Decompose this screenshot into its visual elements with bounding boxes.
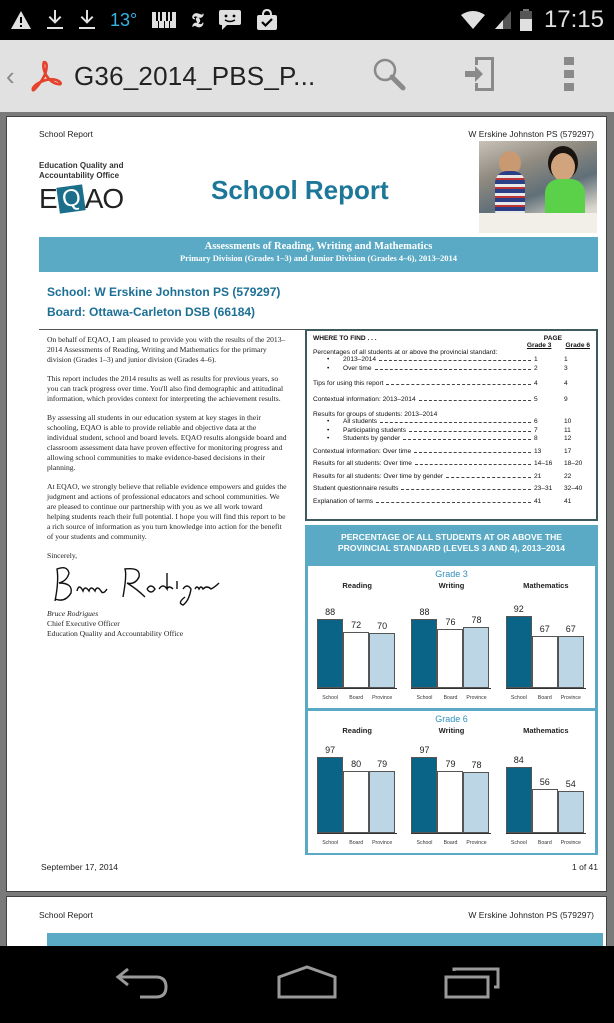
- bar-value-label: 56: [539, 777, 550, 788]
- bar-group: [317, 742, 397, 834]
- clock: 17:15: [543, 6, 604, 33]
- subject-chart-mathematics: [504, 724, 588, 848]
- page-header-right: W Erskine Johnston PS (579297): [468, 129, 594, 139]
- x-axis-label: Province: [466, 840, 487, 846]
- weather-temperature: 13°: [110, 9, 138, 30]
- bar-column: [317, 742, 343, 833]
- search-button[interactable]: [344, 40, 434, 112]
- search-icon: [371, 56, 407, 97]
- grade3-label: Grade 3: [435, 569, 468, 579]
- x-axis-label: Province: [560, 840, 581, 846]
- bar-school: [411, 757, 437, 833]
- toc-section-heading: Percentages of all students at or above the provincial standard:: [313, 349, 498, 356]
- toc-grade-columns: [313, 342, 590, 349]
- home-icon: [277, 965, 337, 1004]
- toc-page-label: PAGE: [543, 335, 562, 342]
- toc-row[interactable]: Explanation of terms 41 41: [313, 497, 572, 505]
- toc-row[interactable]: • All students 6 10: [313, 418, 590, 427]
- page-header-left: School Report: [39, 910, 93, 920]
- x-axis-labels: [506, 840, 586, 846]
- bar-column: [463, 597, 489, 688]
- bar-value-label: 78: [471, 615, 482, 626]
- board-name: Board: Ottawa-Carleton DSB (66184): [47, 305, 256, 319]
- provincial-standard-charts: [305, 525, 598, 855]
- bar-column: [411, 742, 437, 833]
- grade3-panel: [308, 566, 595, 708]
- bar-school: [411, 619, 437, 688]
- subject-chart-reading: [315, 724, 399, 848]
- bar-column: [437, 597, 463, 688]
- org-name-line2: Accountability Office: [39, 171, 120, 180]
- bar-column: [317, 597, 343, 688]
- subject-name: Reading: [342, 726, 372, 735]
- bar-group: [506, 597, 586, 689]
- bar-column: [506, 597, 532, 688]
- page-header-right: W Erskine Johnston PS (579297): [468, 910, 594, 920]
- x-axis-label: School: [322, 840, 339, 846]
- bar-column: [369, 597, 395, 688]
- bar-value-label: 92: [513, 604, 524, 615]
- bar-column: [411, 597, 437, 688]
- bar-column: [506, 742, 532, 833]
- bar-column: [343, 742, 369, 833]
- x-axis-label: Board: [443, 840, 458, 846]
- x-axis-label: Board: [537, 695, 552, 701]
- subject-name: Mathematics: [523, 581, 569, 590]
- bar-group: [317, 597, 397, 689]
- bar-value-label: 67: [539, 623, 550, 634]
- toc-row[interactable]: Results for all students: Over time 14–16 18–20: [313, 460, 583, 467]
- banner-title: Assessments of Reading, Writing and Mathematics: [204, 241, 433, 252]
- bar-province: [463, 627, 489, 688]
- bar-column: [532, 597, 558, 688]
- x-axis-label: Province: [372, 695, 393, 701]
- letter-paragraph: On behalf of EQAO, I am pleased to provide you with the results of the 2013–2014 Assessments of Reading, Writing and Mathematics for the primary division (Grades 1–3) and junior division (Grades 4–6).: [47, 335, 286, 364]
- more-vert-icon: [564, 57, 574, 96]
- x-axis-label: Board: [537, 840, 552, 846]
- grade6-label: Grade 6: [435, 714, 468, 724]
- bar-board: [532, 789, 558, 833]
- bar-column: [343, 597, 369, 688]
- signal-icon: [494, 10, 512, 30]
- logo-letter-e: E: [39, 183, 57, 214]
- x-axis-label: Province: [560, 695, 581, 701]
- bar-board: [437, 629, 463, 688]
- document-title: G36_2014_PBS_P...: [74, 60, 316, 91]
- eqao-logo: [39, 161, 123, 215]
- bar-school: [506, 767, 532, 833]
- x-axis-label: Board: [443, 695, 458, 701]
- toc-grade3-label: Grade 3: [526, 342, 552, 349]
- action-bar: [0, 40, 614, 112]
- bar-value-label: 79: [445, 759, 456, 770]
- x-axis-label: Province: [372, 840, 393, 846]
- page-header-left: School Report: [39, 129, 93, 139]
- bar-board: [343, 771, 369, 833]
- page-number: 1 of 41: [572, 862, 598, 872]
- subject-name: Mathematics: [523, 726, 569, 735]
- toc-row[interactable]: Results for all students: Over time by gender 21 22: [313, 472, 572, 480]
- bar-value-label: 72: [351, 619, 362, 630]
- x-axis-label: School: [322, 695, 339, 701]
- chart-heading-line1: PERCENTAGE OF ALL STUDENTS AT OR ABOVE THE: [340, 532, 563, 542]
- school-name: School: W Erskine Johnston PS (579297): [47, 285, 281, 299]
- subject-name: Writing: [438, 581, 465, 590]
- signer-organization: Education Quality and Accountability Office: [47, 629, 184, 638]
- bar-group: [506, 742, 586, 834]
- nytimes-icon: 𝕿: [191, 8, 204, 32]
- bar-value-label: 76: [445, 616, 456, 627]
- bar-group: [411, 597, 491, 689]
- x-axis-label: School: [416, 840, 433, 846]
- signer-name: Bruce Rodrigues: [47, 609, 99, 618]
- pdf-page-1[interactable]: [6, 116, 607, 892]
- toc-row[interactable]: Tips for using this report 4 4: [313, 380, 568, 387]
- bar-column: [369, 742, 395, 833]
- logo-letters-ao: AO: [84, 183, 124, 214]
- open-in-button[interactable]: [434, 40, 524, 112]
- piano-app-icon: [151, 10, 177, 30]
- x-axis-label: School: [416, 695, 433, 701]
- bar-value-label: 97: [325, 745, 336, 756]
- overflow-menu-button[interactable]: [524, 40, 614, 112]
- report-date: September 17, 2014: [41, 862, 119, 872]
- letter-closing: Sincerely,: [47, 551, 78, 560]
- banner-subtitle: Primary Division (Grades 1–3) and Junior Division (Grades 4–6), 2013–2014: [179, 253, 458, 263]
- warning-icon: [10, 10, 32, 30]
- bar-value-label: 70: [377, 621, 388, 632]
- toc-row[interactable]: • Over time 2 3: [313, 365, 590, 374]
- x-axis-labels: [411, 840, 491, 846]
- bar-value-label: 97: [419, 745, 430, 756]
- org-name-line1: Education Quality and: [39, 161, 124, 170]
- notification-icons: [10, 9, 278, 31]
- subject-name: Reading: [342, 581, 372, 590]
- toc-header: [313, 335, 590, 342]
- chart-heading: [308, 528, 595, 566]
- toc-row[interactable]: • Participating students 7 11: [313, 427, 590, 436]
- pdf-page-2[interactable]: [6, 896, 607, 946]
- recent-apps-icon: [444, 965, 500, 1004]
- x-axis-labels: [506, 695, 586, 701]
- back-icon: [114, 965, 170, 1004]
- toc-section-heading: Results for groups of students: 2013–2014: [313, 411, 438, 418]
- subject-chart-writing: [409, 579, 493, 703]
- x-axis-label: Board: [349, 840, 364, 846]
- x-axis-label: Province: [466, 695, 487, 701]
- bar-board: [437, 771, 463, 833]
- bar-value-label: 67: [565, 623, 576, 634]
- bar-value-label: 88: [325, 607, 336, 618]
- toc-row[interactable]: • 2013–2014 1 1: [313, 356, 590, 365]
- sign-in-icon: [461, 55, 497, 98]
- page2-banner: [47, 933, 603, 946]
- chart-heading-line2: PROVINCIAL STANDARD (LEVELS 3 AND 4), 2013–2014: [337, 543, 566, 553]
- bar-value-label: 84: [513, 755, 524, 766]
- x-axis-label: Board: [349, 695, 364, 701]
- status-bar: [0, 0, 614, 40]
- ceo-letter: [47, 335, 287, 639]
- bar-province: [558, 636, 584, 688]
- battery-icon: [520, 9, 532, 31]
- messenger-icon: [218, 9, 242, 31]
- bar-column: [532, 742, 558, 833]
- bar-school: [506, 616, 532, 688]
- letter-paragraph: By assessing all students in our education system at key stages in their schooling, EQAO is able to provide reliable and objective data at the individual student, school and board levels. EQAO results alongside board and classroom assessment data have proven effective for monitoring progress and allowing school communities to make evidence-based decisions in their planning.: [47, 413, 287, 472]
- bar-province: [369, 771, 395, 833]
- bar-column: [463, 742, 489, 833]
- system-icons: [460, 6, 604, 34]
- x-axis-label: School: [510, 840, 527, 846]
- toc-row[interactable]: Contextual information: Over time 13 17: [313, 447, 572, 455]
- recent-apps-button[interactable]: [427, 955, 517, 1015]
- toc-grade6-label: Grade 6: [565, 342, 590, 349]
- bar-province: [558, 791, 584, 833]
- action-bar-actions: [344, 40, 614, 112]
- assessment-banner: [39, 237, 598, 272]
- up-navigation-icon[interactable]: ‹: [6, 60, 15, 91]
- subject-chart-writing: [409, 724, 493, 848]
- bar-province: [369, 633, 395, 688]
- wifi-icon: [460, 10, 486, 30]
- bar-value-label: 88: [419, 607, 430, 618]
- bar-board: [343, 632, 369, 688]
- bar-value-label: 78: [471, 760, 482, 771]
- report-title: School Report: [211, 175, 389, 205]
- subject-charts: [308, 579, 595, 703]
- signer-title: Chief Executive Officer: [47, 619, 120, 628]
- bar-school: [317, 757, 343, 833]
- subject-chart-mathematics: [504, 579, 588, 703]
- bar-column: [558, 597, 584, 688]
- bar-value-label: 80: [351, 758, 362, 769]
- bar-school: [317, 619, 343, 688]
- x-axis-labels: [317, 840, 397, 846]
- grade6-panel: [308, 711, 595, 853]
- bar-group: [411, 742, 491, 834]
- x-axis-labels: [411, 695, 491, 701]
- subject-chart-reading: [315, 579, 399, 703]
- letter-paragraph: At EQAO, we strongly believe that reliable evidence empowers and guides the judgment and actions of professional educators and school communities. We are pleased to continue our partnership with you as we all work toward helping students reach their full potential. I hope you will find this report to be a rich source of information as you turn knowledge into action for the benefit of your students and community.: [47, 482, 287, 541]
- x-axis-label: School: [510, 695, 527, 701]
- download-icon: [46, 9, 64, 31]
- download-icon: [78, 9, 96, 31]
- toc-row[interactable]: • Students by gender 8 12: [313, 435, 590, 444]
- toc-row[interactable]: Contextual information: 2013–2014 5 9: [313, 395, 568, 403]
- toc-heading: WHERE TO FIND . . .: [313, 335, 377, 342]
- bar-province: [463, 772, 489, 833]
- students-photo: [479, 141, 597, 233]
- toc-row[interactable]: Student questionnaire results 23–31 32–40: [313, 485, 583, 492]
- letter-paragraph: This report includes the 2014 results as well as results for previous years, so you can track progress over time. You'll also find demographic and attitudinal information, which provides context for interpreting the achievement results.: [47, 374, 284, 403]
- signature-image: [47, 561, 287, 607]
- bar-value-label: 79: [377, 759, 388, 770]
- shopping-bag-check-icon: [256, 9, 278, 31]
- subject-name: Writing: [438, 726, 465, 735]
- bar-column: [558, 742, 584, 833]
- back-button[interactable]: [97, 955, 187, 1015]
- x-axis-labels: [317, 695, 397, 701]
- subject-charts: [308, 724, 595, 848]
- adobe-acrobat-icon[interactable]: [28, 58, 64, 94]
- navigation-bar: [0, 946, 614, 1023]
- bar-value-label: 54: [565, 778, 576, 789]
- where-to-find-table: [305, 329, 598, 521]
- pdf-viewer[interactable]: [0, 112, 614, 946]
- home-button[interactable]: [262, 955, 352, 1015]
- eqao-wordmark: [39, 183, 123, 215]
- logo-letter-q: Q: [56, 184, 85, 213]
- bar-column: [437, 742, 463, 833]
- bar-board: [532, 636, 558, 688]
